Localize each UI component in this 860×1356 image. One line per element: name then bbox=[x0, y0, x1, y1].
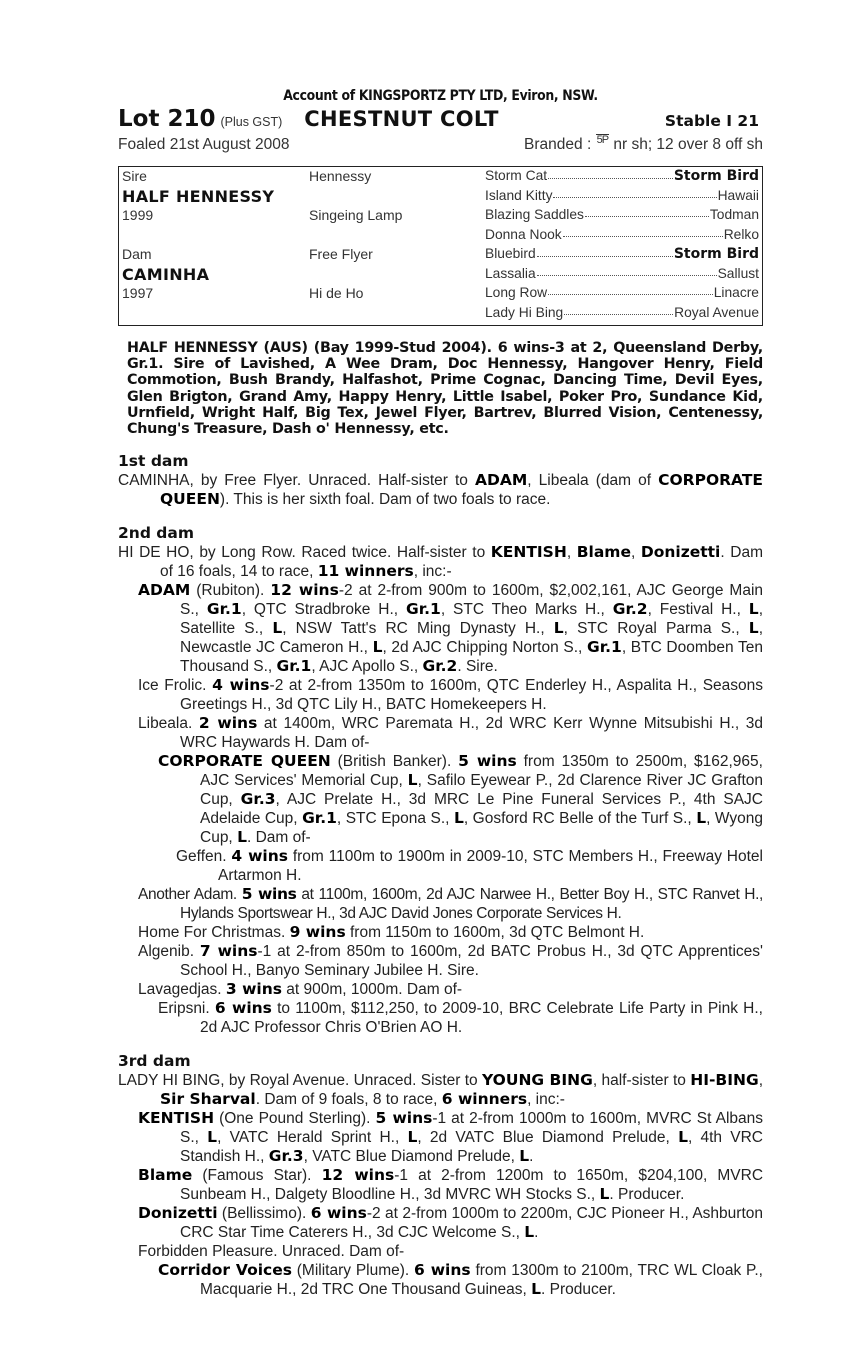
bold-text: Gr.2 bbox=[612, 600, 648, 619]
text-run: Lavagedjas. bbox=[138, 981, 226, 999]
text-run: , Wyong Cup, bbox=[200, 810, 763, 847]
text-run: , STC Epona S., bbox=[336, 810, 454, 828]
stable-number: Stable I 21 bbox=[664, 112, 759, 130]
text-run: ). This is her sixth foal. Dam of two foals to race. bbox=[219, 491, 551, 509]
pedigree-paragraph bbox=[118, 1071, 763, 1109]
text-run: (Bellissimo). bbox=[217, 1205, 311, 1223]
bold-text: 6 wins bbox=[310, 1204, 367, 1223]
pedigree-paragraph bbox=[118, 714, 763, 752]
bold-text: L bbox=[272, 619, 283, 638]
pedigree-paragraph bbox=[118, 1166, 763, 1204]
lot-header bbox=[118, 106, 763, 134]
sire-dam: Singeing Lamp bbox=[309, 207, 403, 223]
text-run: , BTC Doomben Ten Thousand S., bbox=[180, 639, 763, 676]
bold-text: Gr.1 bbox=[302, 809, 337, 828]
vendor-account: Account of KINGSPORTZ PTY LTD, Eviron, NSW. bbox=[283, 88, 598, 104]
pedigree-ancestor: Lady Hi Bing Royal Avenue bbox=[485, 304, 759, 320]
lot-number: Lot 210 bbox=[118, 106, 216, 132]
bold-text: 11 winners bbox=[317, 562, 414, 581]
pedigree-paragraph bbox=[118, 923, 763, 942]
bold-text: Gr.1 bbox=[206, 600, 242, 619]
text-run: , STC Theo Marks H., bbox=[440, 601, 613, 619]
text-run: , Gosford RC Belle of the Turf S., bbox=[463, 810, 697, 828]
text-run: , inc:- bbox=[413, 563, 452, 581]
bold-text: Donizetti bbox=[640, 543, 721, 562]
pedigree-paragraph bbox=[118, 581, 763, 676]
text-run: , bbox=[566, 544, 577, 562]
bold-text: L bbox=[372, 638, 383, 657]
text-run: -1 at 2-from 850m to 1600m, 2d BATC Probus H., 3d QTC Apprentices' School H., Banyo Seminary Jubilee H. Sire. bbox=[180, 943, 763, 980]
text-run: . Dam of 9 foals, 8 to race, bbox=[255, 1091, 442, 1109]
pedigree-ancestor: Bluebird Storm Bird bbox=[485, 246, 759, 262]
text-run: , Libeala (dam of bbox=[527, 472, 659, 490]
text-run: at 1100m, 1600m, 2d AJC Narwee H., Better Boy H., STC Ranvet H., Hylands Sportswear H., 3d AJC David Jones Corporate Services H. bbox=[180, 886, 763, 923]
bold-text: 5 wins bbox=[375, 1109, 433, 1128]
text-run: at 900m, 1000m. Dam of- bbox=[281, 981, 463, 999]
dam-section bbox=[118, 524, 763, 1037]
pedigree-paragraph bbox=[118, 1204, 763, 1242]
bold-text: ADAM bbox=[138, 581, 191, 600]
text-run: , AJC Apollo S., bbox=[311, 658, 423, 676]
text-run: Another Adam. bbox=[138, 886, 242, 904]
bold-text: YOUNG BING bbox=[482, 1071, 593, 1090]
bold-text: L bbox=[453, 809, 464, 828]
text-run: from 1150m to 1600m, 3d QTC Belmont H. bbox=[345, 924, 645, 942]
pedigree-row bbox=[119, 227, 762, 247]
pedigree-ancestor: Donna Nook Relko bbox=[485, 226, 759, 242]
pedigree-ancestor: Blazing Saddles Todman bbox=[485, 207, 759, 222]
dam-section-title: 3rd dam bbox=[118, 1052, 191, 1071]
pedigree-paragraph bbox=[118, 676, 763, 714]
text-run: , AJC Prelate H., 3d MRC Le Pine Funeral Services P., 4th SAJC Adelaide Cup, bbox=[200, 791, 763, 828]
text-run: , half-sister to bbox=[592, 1072, 691, 1090]
pedigree-table bbox=[118, 166, 763, 326]
text-run: Algenib. bbox=[138, 943, 200, 961]
text-run: Ice Frolic. bbox=[138, 677, 213, 695]
text-run: -1 at 2-from 1000m to 1600m, MVRC St Albans S., bbox=[180, 1110, 764, 1147]
pedigree-paragraph bbox=[118, 999, 763, 1037]
bold-text: 7 wins bbox=[199, 942, 258, 961]
text-run: Eripsni. bbox=[158, 1000, 215, 1018]
text-run: Libeala. bbox=[138, 715, 199, 733]
text-run: Home For Christmas. bbox=[138, 924, 290, 942]
bold-text: L bbox=[524, 1223, 535, 1242]
bold-text: KENTISH bbox=[490, 543, 567, 562]
bold-text: Gr.1 bbox=[276, 657, 312, 676]
bold-text: 4 wins bbox=[231, 847, 288, 866]
plus-gst-note: (Plus GST) bbox=[220, 115, 283, 129]
bold-text: Corridor Voices bbox=[158, 1261, 292, 1280]
text-run: from 1350m to 2500m, $162,965, AJC Services' Memorial Cup, bbox=[200, 753, 763, 790]
text-run: , NSW Tatt's RC Ming Dynasty H., bbox=[282, 620, 554, 638]
text-run: (Military Plume). bbox=[291, 1262, 415, 1280]
bold-text: L bbox=[678, 1128, 688, 1147]
text-run: to 1100m, $112,250, to 2009-10, BRC Celebrate Life Party in Pink H., 2d AJC Professor Chris O'Brien AO H. bbox=[200, 1000, 763, 1037]
text-run: (British Banker). bbox=[330, 753, 459, 771]
text-run: , 2d VATC Blue Diamond Prelude, bbox=[417, 1129, 679, 1147]
bold-text: Gr.3 bbox=[240, 790, 276, 809]
pedigree-ancestor: Lassalia Sallust bbox=[485, 265, 759, 281]
text-run: LADY HI BING, by Royal Avenue. Unraced. Sister to bbox=[118, 1072, 483, 1090]
dam-name: CAMINHA bbox=[122, 264, 210, 284]
bold-text: CORPORATE QUEEN bbox=[158, 752, 331, 771]
bold-text: HI-BING bbox=[690, 1071, 759, 1090]
bold-text: 5 wins bbox=[458, 752, 517, 771]
pedigree-paragraph bbox=[118, 980, 763, 999]
bold-text: L bbox=[748, 600, 759, 619]
bold-text: 9 wins bbox=[289, 923, 346, 942]
pedigree-paragraph bbox=[118, 1242, 763, 1261]
text-run: . Producer. bbox=[541, 1281, 616, 1299]
dam-sections bbox=[118, 452, 763, 1299]
text-run: , inc:- bbox=[527, 1091, 565, 1109]
text-run: (Rubiton). bbox=[190, 582, 271, 600]
pedigree-row bbox=[119, 207, 762, 227]
bold-text: L bbox=[207, 1128, 218, 1147]
foaling-info bbox=[118, 136, 763, 158]
pedigree-paragraph bbox=[118, 1261, 763, 1299]
text-run: , bbox=[630, 544, 641, 562]
text-run: . Dam of- bbox=[246, 829, 311, 847]
bold-text: L bbox=[696, 809, 707, 828]
dam-section-title: 2nd dam bbox=[118, 524, 195, 543]
bold-text: Sir Sharval bbox=[160, 1090, 256, 1109]
dam-section bbox=[118, 452, 763, 509]
bold-text: 6 wins bbox=[214, 999, 272, 1018]
dam-sire: Free Flyer bbox=[309, 246, 373, 262]
text-run: , bbox=[758, 1072, 763, 1090]
text-run: , VATC Blue Diamond Prelude, bbox=[303, 1148, 520, 1166]
pedigree-row bbox=[119, 285, 762, 305]
horse-description: CHESTNUT COLT bbox=[304, 107, 499, 131]
bold-text: KENTISH bbox=[138, 1109, 215, 1128]
text-run: , Newcastle JC Cameron H., bbox=[180, 620, 763, 657]
text-run: (One Pound Sterling). bbox=[214, 1110, 376, 1128]
pedigree-row bbox=[119, 305, 762, 325]
bold-text: Gr.1 bbox=[586, 638, 622, 657]
pedigree-paragraph bbox=[118, 942, 763, 980]
bold-text: Gr.3 bbox=[268, 1147, 304, 1166]
dam-section-title: 1st dam bbox=[118, 452, 189, 471]
bold-text: L bbox=[519, 1147, 530, 1166]
branded-label: Branded : bbox=[524, 136, 592, 153]
dam-section bbox=[118, 1052, 763, 1299]
text-run: . bbox=[529, 1148, 534, 1166]
text-run: , STC Royal Parma S., bbox=[563, 620, 749, 638]
sire-summary: HALF HENNESSY (AUS) (Bay 1999-Stud 2004). 6 wins-3 at 2, Queensland Derby, Gr.1. Sire of Lavished, A Wee Dram, Doc Hennessy, Hangover Henry, Field Commotion, Bush Brandy, Halfashot, Prime Cognac, Dancing Time, Devil Eyes, Glen Brigton, Grand Amy, Happy Henry, Little Isabel, Poker Pro, Sundance Kid, Urnfield, Wright Half, Big Tex, Jewel Flyer, Bartrev, Blurred Vision, Centenessy, Chung's Treasure, Dash o' Hennessy, etc. bbox=[127, 340, 763, 438]
text-run: , 2d AJC Chipping Norton S., bbox=[382, 639, 587, 657]
text-run: -2 at 2-from 900m to 1600m, $2,002,161, AJC George Main S., bbox=[180, 582, 764, 619]
text-run: from 1100m to 1900m in 2009-10, STC Members H., Freeway Hotel Artarmon H. bbox=[218, 848, 763, 885]
sire-name: HALF HENNESSY bbox=[122, 186, 275, 206]
pedigree-paragraph bbox=[118, 885, 763, 923]
pedigree-paragraph bbox=[118, 847, 763, 885]
text-run: , Safilo Eyewear P., 2d Clarence River JC Grafton Cup, bbox=[200, 772, 763, 809]
pedigree-paragraph bbox=[118, 543, 763, 581]
pedigree-row bbox=[119, 266, 762, 286]
catalogue-page bbox=[118, 88, 763, 1299]
text-run: at 1400m, WRC Paremata H., 2d WRC Kerr Wynne Mitsubishi H., 3d WRC Haywards H. Dam of- bbox=[180, 715, 763, 752]
sire-sire: Hennessy bbox=[309, 168, 372, 184]
brand-info bbox=[524, 136, 763, 158]
bold-text: L bbox=[407, 771, 418, 790]
brand-mark-icon: 5P bbox=[596, 134, 609, 146]
text-run: -1 at 2-from 1200m to 1650m, $204,100, MVRC Sunbeam H., Dalgety Bloodline H., 3d MVRC WH Stocks S., bbox=[180, 1167, 764, 1204]
text-run: , QTC Stradbroke H., bbox=[241, 601, 406, 619]
sire-year: 1999 bbox=[122, 207, 154, 223]
dam-label: Dam bbox=[122, 246, 152, 262]
dam-year: 1997 bbox=[122, 285, 154, 301]
sire-label: Sire bbox=[122, 168, 147, 184]
bold-text: 4 wins bbox=[212, 676, 270, 695]
foaled-date: Foaled 21st August 2008 bbox=[118, 136, 290, 153]
branded-text: nr sh; 12 over 8 off sh bbox=[613, 136, 763, 153]
pedigree-row bbox=[119, 168, 762, 188]
dam-dam: Hi de Ho bbox=[309, 285, 364, 301]
bold-text: Donizetti bbox=[138, 1204, 218, 1223]
pedigree-ancestor: Island Kitty Hawaii bbox=[485, 187, 759, 203]
bold-text: 5 wins bbox=[241, 885, 297, 904]
bold-text: 3 wins bbox=[225, 980, 282, 999]
bold-text: L bbox=[531, 1280, 542, 1299]
bold-text: L bbox=[237, 828, 247, 847]
text-run: . Sire. bbox=[457, 658, 498, 676]
text-run: , Satellite S., bbox=[180, 601, 763, 638]
text-run: -2 at 2-from 1000m to 2200m, CJC Pioneer H., Ashburton CRC Star Time Caterers H., 3d CJC Welcome S., bbox=[180, 1205, 763, 1242]
pedigree-paragraph bbox=[118, 1109, 763, 1166]
text-run: from 1300m to 2100m, TRC WL Cloak P., Macquarie H., 2d TRC One Thousand Guineas, bbox=[200, 1262, 763, 1299]
pedigree-ancestor: Storm Cat Storm Bird bbox=[485, 168, 759, 184]
bold-text: 2 wins bbox=[198, 714, 258, 733]
bold-text: Gr.2 bbox=[422, 657, 458, 676]
text-run: , Festival H., bbox=[647, 601, 749, 619]
bold-text: CORPORATE QUEEN bbox=[160, 471, 764, 509]
bold-text: 12 wins bbox=[321, 1166, 395, 1185]
pedigree-paragraph bbox=[118, 471, 763, 509]
text-run: . Producer. bbox=[609, 1186, 685, 1204]
pedigree-ancestor: Long Row Linacre bbox=[485, 285, 759, 300]
text-run: -2 at 2-from 1350m to 1600m, QTC Enderley H., Aspalita H., Seasons Greetings H., 3d QTC Lily H., BATC Homekeepers H. bbox=[180, 677, 764, 714]
bold-text: L bbox=[748, 619, 759, 638]
text-run: Geffen. bbox=[176, 848, 232, 866]
bold-text: 6 winners bbox=[441, 1090, 528, 1109]
text-run: (Famous Star). bbox=[192, 1167, 322, 1185]
text-run: , VATC Herald Sprint H., bbox=[217, 1129, 408, 1147]
bold-text: 12 wins bbox=[270, 581, 339, 600]
text-run: CAMINHA, by Free Flyer. Unraced. Half-sister to bbox=[118, 472, 475, 490]
bold-text: ADAM bbox=[474, 471, 528, 490]
text-run: HI DE HO, by Long Row. Raced twice. Half-sister to bbox=[118, 544, 491, 562]
text-run: Forbidden Pleasure. Unraced. Dam of- bbox=[138, 1243, 405, 1261]
bold-text: L bbox=[407, 1128, 418, 1147]
text-run: . bbox=[534, 1224, 539, 1242]
pedigree-row bbox=[119, 188, 762, 208]
bold-text: Gr.1 bbox=[405, 600, 441, 619]
pedigree-paragraph bbox=[118, 752, 763, 847]
bold-text: Blame bbox=[138, 1166, 193, 1185]
text-run: . Dam of 16 foals, 14 to race, bbox=[160, 544, 763, 581]
bold-text: L bbox=[599, 1185, 610, 1204]
pedigree-row bbox=[119, 246, 762, 266]
bold-text: 6 wins bbox=[414, 1261, 471, 1280]
bold-text: Blame bbox=[576, 543, 631, 562]
text-run: , 4th VRC Standish H., bbox=[180, 1129, 763, 1166]
bold-text: L bbox=[553, 619, 564, 638]
